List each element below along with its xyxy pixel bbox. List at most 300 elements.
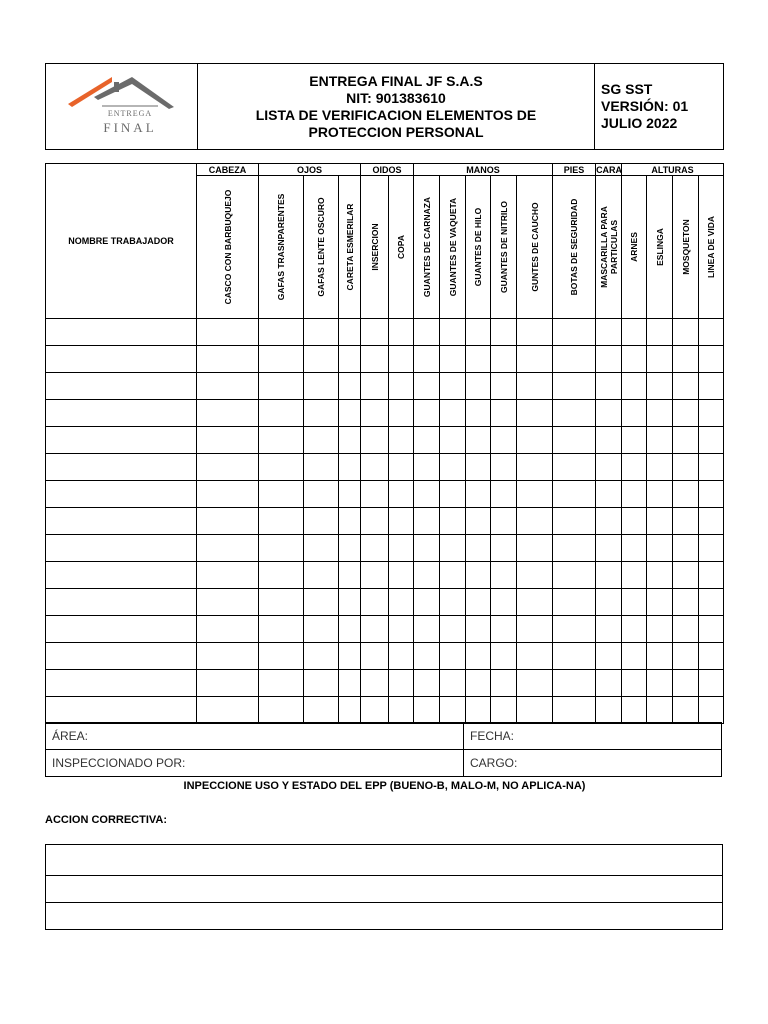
check-cell[interactable]	[553, 535, 596, 562]
check-cell[interactable]	[389, 643, 414, 670]
check-cell[interactable]	[259, 427, 304, 454]
check-cell[interactable]	[622, 670, 647, 697]
check-cell[interactable]	[197, 643, 259, 670]
check-cell[interactable]	[466, 427, 491, 454]
check-cell[interactable]	[466, 400, 491, 427]
check-cell[interactable]	[647, 589, 673, 616]
worker-name-cell[interactable]	[46, 697, 197, 724]
table-row	[46, 481, 724, 508]
check-cell[interactable]	[259, 697, 304, 724]
check-cell[interactable]	[361, 400, 389, 427]
check-cell[interactable]	[491, 535, 517, 562]
accion-correctiva-label: ACCION CORRECTIVA:	[45, 814, 168, 826]
check-cell[interactable]	[389, 454, 414, 481]
check-cell[interactable]	[440, 643, 466, 670]
check-cell[interactable]	[361, 697, 389, 724]
check-cell[interactable]	[491, 481, 517, 508]
check-cell[interactable]	[466, 481, 491, 508]
check-cell[interactable]	[259, 400, 304, 427]
check-cell[interactable]	[673, 589, 699, 616]
check-cell[interactable]	[339, 481, 361, 508]
check-cell[interactable]	[259, 643, 304, 670]
check-cell[interactable]	[673, 427, 699, 454]
check-cell[interactable]	[304, 535, 339, 562]
check-cell[interactable]	[699, 535, 724, 562]
check-cell[interactable]	[491, 454, 517, 481]
worker-name-cell[interactable]	[46, 508, 197, 535]
check-cell[interactable]	[622, 373, 647, 400]
check-cell[interactable]	[647, 535, 673, 562]
check-cell[interactable]	[647, 346, 673, 373]
check-cell[interactable]	[414, 454, 440, 481]
check-cell[interactable]	[622, 697, 647, 724]
check-cell[interactable]	[440, 346, 466, 373]
check-cell[interactable]	[389, 427, 414, 454]
check-cell[interactable]	[491, 670, 517, 697]
check-cell[interactable]	[259, 535, 304, 562]
cargo-field[interactable]: CARGO:	[464, 750, 722, 777]
check-cell[interactable]	[491, 508, 517, 535]
check-cell[interactable]	[361, 670, 389, 697]
check-cell[interactable]	[440, 562, 466, 589]
check-cell[interactable]	[197, 589, 259, 616]
check-cell[interactable]	[553, 427, 596, 454]
check-cell[interactable]	[699, 346, 724, 373]
check-cell[interactable]	[553, 616, 596, 643]
check-cell[interactable]	[517, 562, 553, 589]
check-cell[interactable]	[361, 535, 389, 562]
check-cell[interactable]	[414, 535, 440, 562]
group-manos: MANOS	[414, 164, 553, 176]
check-cell[interactable]	[361, 616, 389, 643]
check-cell[interactable]	[622, 454, 647, 481]
check-cell[interactable]	[440, 535, 466, 562]
check-cell[interactable]	[517, 346, 553, 373]
check-cell[interactable]	[596, 346, 622, 373]
check-cell[interactable]	[673, 535, 699, 562]
check-cell[interactable]	[339, 616, 361, 643]
worker-name-cell[interactable]	[46, 643, 197, 670]
check-cell[interactable]	[389, 670, 414, 697]
worker-name-cell[interactable]	[46, 319, 197, 346]
check-cell[interactable]	[304, 319, 339, 346]
check-cell[interactable]	[466, 697, 491, 724]
check-cell[interactable]	[339, 346, 361, 373]
check-cell[interactable]	[622, 589, 647, 616]
check-cell[interactable]	[440, 454, 466, 481]
col-header	[647, 176, 673, 319]
check-cell[interactable]	[361, 589, 389, 616]
check-cell[interactable]	[699, 319, 724, 346]
check-cell[interactable]	[699, 670, 724, 697]
check-cell[interactable]	[673, 508, 699, 535]
check-cell[interactable]	[699, 616, 724, 643]
check-cell[interactable]	[622, 535, 647, 562]
check-cell[interactable]	[339, 697, 361, 724]
worker-name-cell[interactable]	[46, 535, 197, 562]
check-cell[interactable]	[673, 481, 699, 508]
check-cell[interactable]	[553, 670, 596, 697]
worker-name-cell[interactable]	[46, 427, 197, 454]
table-row	[46, 319, 724, 346]
check-cell[interactable]	[647, 697, 673, 724]
check-cell[interactable]	[259, 508, 304, 535]
check-cell[interactable]	[361, 454, 389, 481]
check-cell[interactable]	[673, 400, 699, 427]
check-cell[interactable]	[673, 697, 699, 724]
check-cell[interactable]	[517, 454, 553, 481]
check-cell[interactable]	[699, 400, 724, 427]
check-cell[interactable]	[491, 697, 517, 724]
check-cell[interactable]	[197, 346, 259, 373]
check-cell[interactable]	[517, 589, 553, 616]
check-cell[interactable]	[414, 400, 440, 427]
check-cell[interactable]	[361, 319, 389, 346]
worker-name-cell[interactable]	[46, 481, 197, 508]
check-cell[interactable]	[699, 481, 724, 508]
check-cell[interactable]	[339, 400, 361, 427]
check-cell[interactable]	[304, 562, 339, 589]
check-cell[interactable]	[647, 508, 673, 535]
area-field[interactable]: ÁREA:	[46, 723, 464, 750]
check-cell[interactable]	[339, 373, 361, 400]
check-cell[interactable]	[197, 481, 259, 508]
check-cell[interactable]	[304, 643, 339, 670]
check-cell[interactable]	[596, 643, 622, 670]
check-cell[interactable]	[673, 454, 699, 481]
check-cell[interactable]	[491, 373, 517, 400]
check-cell[interactable]	[647, 562, 673, 589]
document-header	[45, 63, 724, 150]
check-cell[interactable]	[553, 373, 596, 400]
check-cell[interactable]	[197, 616, 259, 643]
check-cell[interactable]	[553, 346, 596, 373]
check-cell[interactable]	[414, 373, 440, 400]
check-cell[interactable]	[596, 427, 622, 454]
check-cell[interactable]	[553, 481, 596, 508]
check-cell[interactable]	[304, 697, 339, 724]
check-cell[interactable]	[361, 346, 389, 373]
check-cell[interactable]	[596, 400, 622, 427]
check-cell[interactable]	[304, 373, 339, 400]
check-cell[interactable]	[197, 535, 259, 562]
check-cell[interactable]	[339, 454, 361, 481]
check-cell[interactable]	[596, 670, 622, 697]
check-cell[interactable]	[553, 508, 596, 535]
check-cell[interactable]	[197, 400, 259, 427]
check-cell[interactable]	[622, 346, 647, 373]
check-cell[interactable]	[339, 508, 361, 535]
check-cell[interactable]	[596, 562, 622, 589]
check-cell[interactable]	[466, 535, 491, 562]
check-cell[interactable]	[259, 346, 304, 373]
check-cell[interactable]	[466, 454, 491, 481]
col-guantes-caucho: GUNTES DE CAUCHO	[529, 202, 540, 292]
table-row	[46, 346, 724, 373]
check-cell[interactable]	[414, 319, 440, 346]
check-cell[interactable]	[596, 481, 622, 508]
check-cell[interactable]	[673, 562, 699, 589]
check-cell[interactable]	[596, 508, 622, 535]
check-cell[interactable]	[304, 400, 339, 427]
corrective-action-line[interactable]	[46, 903, 723, 930]
col-guantes-nitrilo: GUANTES DE NITRILO	[498, 200, 509, 294]
check-cell[interactable]	[673, 373, 699, 400]
check-cell[interactable]	[466, 670, 491, 697]
worker-name-cell[interactable]	[46, 454, 197, 481]
check-cell[interactable]	[673, 346, 699, 373]
check-cell[interactable]	[517, 373, 553, 400]
check-cell[interactable]	[596, 697, 622, 724]
check-cell[interactable]	[440, 481, 466, 508]
check-cell[interactable]	[440, 427, 466, 454]
worker-name-cell[interactable]	[46, 373, 197, 400]
col-gafas-transparentes: GAFAS TRASNPARENTES	[276, 193, 286, 301]
inspeccionado-field[interactable]: INSPECCIONADO POR:	[46, 750, 464, 777]
check-cell[interactable]	[517, 643, 553, 670]
check-cell[interactable]	[414, 589, 440, 616]
check-cell[interactable]	[647, 427, 673, 454]
check-cell[interactable]	[197, 427, 259, 454]
check-cell[interactable]	[517, 508, 553, 535]
col-header	[699, 176, 724, 319]
check-cell[interactable]	[389, 616, 414, 643]
check-cell[interactable]	[466, 319, 491, 346]
col-header	[197, 176, 259, 319]
check-cell[interactable]	[304, 670, 339, 697]
check-cell[interactable]	[339, 427, 361, 454]
check-cell[interactable]	[553, 400, 596, 427]
check-cell[interactable]	[699, 589, 724, 616]
check-cell[interactable]	[259, 562, 304, 589]
check-cell[interactable]	[259, 616, 304, 643]
check-cell[interactable]	[517, 670, 553, 697]
check-cell[interactable]	[440, 616, 466, 643]
check-cell[interactable]	[304, 427, 339, 454]
check-cell[interactable]	[197, 508, 259, 535]
check-cell[interactable]	[389, 319, 414, 346]
check-cell[interactable]	[197, 697, 259, 724]
check-cell[interactable]	[197, 454, 259, 481]
check-cell[interactable]	[491, 346, 517, 373]
check-cell[interactable]	[466, 373, 491, 400]
check-cell[interactable]	[622, 616, 647, 643]
check-cell[interactable]	[466, 616, 491, 643]
check-cell[interactable]	[553, 454, 596, 481]
check-cell[interactable]	[647, 373, 673, 400]
check-cell[interactable]	[673, 319, 699, 346]
check-cell[interactable]	[673, 643, 699, 670]
check-cell[interactable]	[389, 346, 414, 373]
check-cell[interactable]	[622, 481, 647, 508]
check-cell[interactable]	[517, 319, 553, 346]
table-row	[46, 562, 724, 589]
check-cell[interactable]	[491, 400, 517, 427]
corrective-action-line[interactable]	[46, 845, 723, 876]
table-row	[46, 697, 724, 724]
check-cell[interactable]	[304, 508, 339, 535]
check-cell[interactable]	[553, 697, 596, 724]
check-cell[interactable]	[389, 535, 414, 562]
check-cell[interactable]	[414, 346, 440, 373]
check-cell[interactable]	[389, 589, 414, 616]
check-cell[interactable]	[699, 643, 724, 670]
check-cell[interactable]	[259, 481, 304, 508]
check-cell[interactable]	[517, 481, 553, 508]
check-cell[interactable]	[699, 427, 724, 454]
check-cell[interactable]	[622, 427, 647, 454]
check-cell[interactable]	[440, 670, 466, 697]
check-cell[interactable]	[304, 589, 339, 616]
check-cell[interactable]	[304, 616, 339, 643]
check-cell[interactable]	[304, 346, 339, 373]
check-cell[interactable]	[197, 670, 259, 697]
name-header: NOMBRE TRABAJADOR	[46, 164, 197, 319]
check-cell[interactable]	[596, 454, 622, 481]
check-cell[interactable]	[517, 616, 553, 643]
check-cell[interactable]	[259, 670, 304, 697]
check-cell[interactable]	[517, 535, 553, 562]
check-cell[interactable]	[699, 508, 724, 535]
check-cell[interactable]	[440, 373, 466, 400]
check-cell[interactable]	[389, 373, 414, 400]
check-cell[interactable]	[440, 319, 466, 346]
check-cell[interactable]	[197, 562, 259, 589]
worker-name-cell[interactable]	[46, 400, 197, 427]
check-cell[interactable]	[466, 346, 491, 373]
check-cell[interactable]	[339, 535, 361, 562]
check-cell[interactable]	[259, 373, 304, 400]
check-cell[interactable]	[622, 319, 647, 346]
check-cell[interactable]	[414, 481, 440, 508]
worker-name-cell[interactable]	[46, 589, 197, 616]
check-cell[interactable]	[491, 427, 517, 454]
check-cell[interactable]	[491, 616, 517, 643]
col-guantes-carnaza: GUANTES DE CARNAZA	[421, 196, 432, 298]
check-cell[interactable]	[440, 508, 466, 535]
check-cell[interactable]	[647, 400, 673, 427]
check-cell[interactable]	[491, 589, 517, 616]
fecha-field[interactable]: FECHA:	[464, 723, 722, 750]
check-cell[interactable]	[596, 535, 622, 562]
check-cell[interactable]	[466, 643, 491, 670]
check-cell[interactable]	[553, 319, 596, 346]
check-cell[interactable]	[304, 481, 339, 508]
worker-name-cell[interactable]	[46, 616, 197, 643]
check-cell[interactable]	[259, 589, 304, 616]
check-cell[interactable]	[466, 508, 491, 535]
check-cell[interactable]	[596, 373, 622, 400]
check-cell[interactable]	[699, 373, 724, 400]
check-cell[interactable]	[517, 697, 553, 724]
check-cell[interactable]	[596, 319, 622, 346]
check-cell[interactable]	[440, 400, 466, 427]
check-cell[interactable]	[259, 454, 304, 481]
check-cell[interactable]	[440, 589, 466, 616]
check-cell[interactable]	[414, 616, 440, 643]
check-cell[interactable]	[361, 373, 389, 400]
check-cell[interactable]	[647, 670, 673, 697]
check-cell[interactable]	[491, 643, 517, 670]
col-casco: CASCO CON BARBUQUEJO	[222, 189, 233, 305]
worker-name-cell[interactable]	[46, 562, 197, 589]
check-cell[interactable]	[414, 562, 440, 589]
check-cell[interactable]	[517, 427, 553, 454]
check-cell[interactable]	[466, 589, 491, 616]
check-cell[interactable]	[647, 481, 673, 508]
worker-name-cell[interactable]	[46, 346, 197, 373]
check-cell[interactable]	[440, 697, 466, 724]
check-cell[interactable]	[647, 319, 673, 346]
check-cell[interactable]	[197, 319, 259, 346]
check-cell[interactable]	[596, 589, 622, 616]
check-cell[interactable]	[699, 697, 724, 724]
check-cell[interactable]	[491, 319, 517, 346]
check-cell[interactable]	[414, 508, 440, 535]
check-cell[interactable]	[596, 616, 622, 643]
check-cell[interactable]	[339, 643, 361, 670]
check-cell[interactable]	[339, 589, 361, 616]
check-cell[interactable]	[466, 562, 491, 589]
check-cell[interactable]	[259, 319, 304, 346]
check-cell[interactable]	[699, 562, 724, 589]
check-cell[interactable]	[389, 562, 414, 589]
check-cell[interactable]	[361, 481, 389, 508]
check-cell[interactable]	[361, 427, 389, 454]
check-cell[interactable]	[414, 670, 440, 697]
check-cell[interactable]	[361, 508, 389, 535]
check-cell[interactable]	[553, 589, 596, 616]
check-cell[interactable]	[622, 508, 647, 535]
check-cell[interactable]	[414, 643, 440, 670]
doc-title-line1: LISTA DE VERIFICACION ELEMENTOS DE	[255, 106, 537, 123]
check-cell[interactable]	[647, 454, 673, 481]
group-cabeza: CABEZA	[197, 164, 259, 176]
check-cell[interactable]	[389, 400, 414, 427]
check-cell[interactable]	[197, 373, 259, 400]
check-cell[interactable]	[673, 616, 699, 643]
check-cell[interactable]	[361, 562, 389, 589]
check-cell[interactable]	[339, 319, 361, 346]
check-cell[interactable]	[517, 400, 553, 427]
check-cell[interactable]	[699, 454, 724, 481]
check-cell[interactable]	[339, 562, 361, 589]
inspection-info-table	[45, 722, 722, 777]
check-cell[interactable]	[553, 643, 596, 670]
inspection-note: INPECCIONE USO Y ESTADO DEL EPP (BUENO-B, MALO-M, NO APLICA-NA)	[183, 780, 586, 792]
check-cell[interactable]	[414, 697, 440, 724]
corrective-action-line[interactable]	[46, 876, 723, 903]
check-cell[interactable]	[389, 481, 414, 508]
check-cell[interactable]	[553, 562, 596, 589]
check-cell[interactable]	[622, 643, 647, 670]
svg-text:ENTREGA: ENTREGA	[107, 109, 153, 118]
check-cell[interactable]	[647, 643, 673, 670]
epp-checklist-table	[45, 163, 724, 724]
worker-name-cell[interactable]	[46, 670, 197, 697]
check-cell[interactable]	[491, 562, 517, 589]
check-cell[interactable]	[339, 670, 361, 697]
check-cell[interactable]	[647, 616, 673, 643]
check-cell[interactable]	[414, 427, 440, 454]
check-cell[interactable]	[673, 670, 699, 697]
check-cell[interactable]	[361, 643, 389, 670]
check-cell[interactable]	[389, 508, 414, 535]
check-cell[interactable]	[389, 697, 414, 724]
check-cell[interactable]	[622, 562, 647, 589]
check-cell[interactable]	[622, 400, 647, 427]
check-cell[interactable]	[304, 454, 339, 481]
